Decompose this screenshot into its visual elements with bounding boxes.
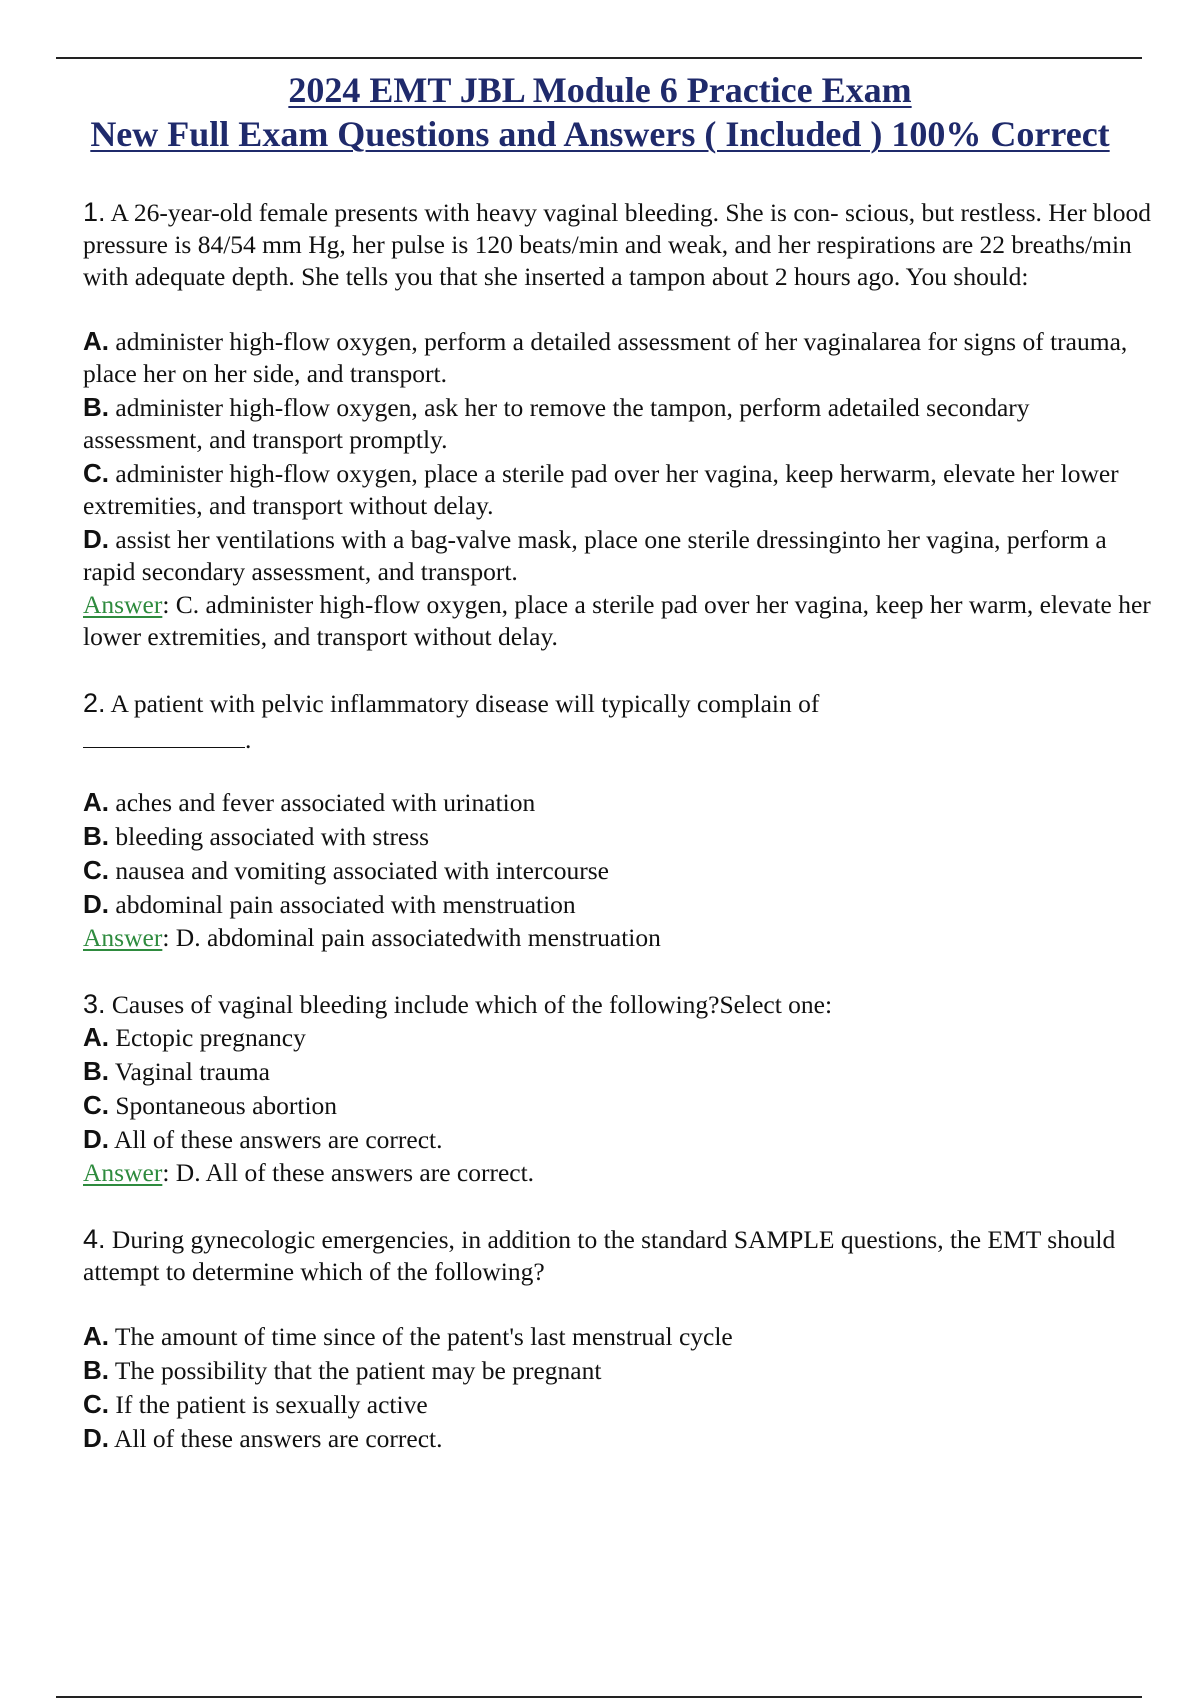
option-text: Ectopic pregnancy: [115, 1023, 306, 1052]
answer-blank: [83, 726, 1155, 754]
question-4: [83, 1223, 1155, 1455]
option-text: All of these answers are correct.: [113, 1125, 443, 1154]
option-text: The possibility that the patient may be pregnant: [114, 1356, 602, 1385]
option-letter: C.: [83, 1090, 109, 1120]
question-1: [83, 196, 1155, 653]
question-body: Causes of vaginal bleeding include which of the following?Select one:: [111, 990, 833, 1019]
option-letter: B.: [83, 392, 109, 422]
question-number: 4.: [83, 1224, 106, 1254]
option-text: nausea and vomiting associated with intercourse: [115, 856, 609, 885]
option-c: [83, 457, 1155, 522]
answer-label: Answer: [83, 1158, 163, 1187]
question-body: A 26-year-old female presents with heavy vaginal bleeding. She is con- scious, but restless. Her blood pressure is 84/54 mm Hg, her pulse is 120 beats/min and weak, and her respirations are 22 breaths/min with adequate depth. She tells you that she inserted a tampon about 2 hours ago. You should:: [83, 198, 1151, 291]
option-letter: A.: [83, 787, 109, 817]
option-b: [83, 1354, 1155, 1387]
question-number: 1.: [83, 197, 106, 227]
answer-text: : D. abdominal pain associatedwith menstruation: [162, 923, 661, 952]
answer: [83, 1157, 1155, 1189]
answer: [83, 922, 1155, 954]
option-text: bleeding associated with stress: [115, 822, 430, 851]
question-2: [83, 687, 1155, 954]
option-text: If the patient is sexually active: [115, 1390, 428, 1419]
option-a: [83, 325, 1155, 390]
option-letter: A.: [83, 326, 109, 356]
option-a: [83, 1320, 1155, 1353]
question-text: [83, 1223, 1155, 1288]
option-b: [83, 1055, 1155, 1088]
fill-in-blank: [83, 729, 245, 748]
option-text: administer high-flow oxygen, place a sterile pad over her vagina, keep herwarm, elevate her lower extremities, and transport without delay.: [83, 459, 1119, 520]
option-text: All of these answers are correct.: [113, 1424, 443, 1453]
question-number: 3.: [83, 989, 106, 1019]
option-text: assist her ventilations with a bag-valve mask, place one sterile dressinginto her vagina, perform a rapid secondary assessment, and transport.: [83, 525, 1107, 586]
option-letter: B.: [83, 821, 109, 851]
option-letter: D.: [83, 1124, 109, 1154]
option-d: [83, 523, 1155, 588]
option-letter: A.: [83, 1022, 109, 1052]
option-letter: D.: [83, 524, 109, 554]
exam-content: [83, 196, 1155, 1489]
answer-label: Answer: [83, 590, 163, 619]
option-c: [83, 1388, 1155, 1421]
question-body: A patient with pelvic inflammatory disease will typically complain of: [110, 689, 820, 718]
option-text: administer high-flow oxygen, ask her to remove the tampon, perform adetailed secondary assessment, and transport promptly.: [83, 393, 1030, 454]
option-text: Vaginal trauma: [114, 1057, 270, 1086]
option-b: [83, 820, 1155, 853]
option-text: aches and fever associated with urination: [115, 788, 536, 817]
question-text: [83, 687, 1155, 720]
answer-text: : D. All of these answers are correct.: [162, 1158, 535, 1187]
option-list: [83, 1320, 1155, 1455]
option-letter: D.: [83, 889, 109, 919]
title-line-1: 2024 EMT JBL Module 6 Practice Exam: [288, 70, 912, 110]
top-rule: [56, 57, 1142, 59]
option-list: [83, 786, 1155, 921]
document-title: [0, 68, 1200, 156]
option-text: administer high-flow oxygen, perform a detailed assessment of her vaginalarea for signs of trauma, place her on her side, and transport.: [83, 327, 1128, 388]
question-3: [83, 988, 1155, 1189]
option-letter: B.: [83, 1355, 109, 1385]
option-text: The amount of time since of the patent's last menstrual cycle: [114, 1322, 733, 1351]
option-c: [83, 1089, 1155, 1122]
option-b: [83, 391, 1155, 456]
option-letter: C.: [83, 1389, 109, 1419]
question-number: 2.: [83, 688, 106, 718]
option-letter: C.: [83, 458, 109, 488]
option-d: [83, 888, 1155, 921]
option-a: [83, 786, 1155, 819]
option-text: Spontaneous abortion: [115, 1091, 338, 1120]
question-body: During gynecologic emergencies, in addition to the standard SAMPLE questions, the EMT should attempt to determine which of the following?: [83, 1225, 1116, 1286]
option-d: [83, 1422, 1155, 1455]
option-list: [83, 325, 1155, 588]
option-letter: B.: [83, 1056, 109, 1086]
question-text: [83, 196, 1155, 293]
option-list: [83, 1021, 1155, 1156]
answer-label: Answer: [83, 923, 163, 952]
answer: [83, 589, 1155, 653]
option-text: abdominal pain associated with menstruation: [115, 890, 576, 919]
option-letter: A.: [83, 1321, 109, 1351]
bottom-rule: [56, 1696, 1142, 1698]
option-letter: D.: [83, 1423, 109, 1453]
option-c: [83, 854, 1155, 887]
question-text: [83, 988, 1155, 1021]
option-d: [83, 1123, 1155, 1156]
title-line-2: New Full Exam Questions and Answers ( Included ) 100% Correct: [90, 114, 1110, 154]
option-letter: C.: [83, 855, 109, 885]
blank-suffix: .: [245, 725, 252, 754]
answer-text: : C. administer high-flow oxygen, place a sterile pad over her vagina, keep her warm, elevate her lower extremities, and transport without delay.: [83, 590, 1151, 651]
option-a: [83, 1021, 1155, 1054]
